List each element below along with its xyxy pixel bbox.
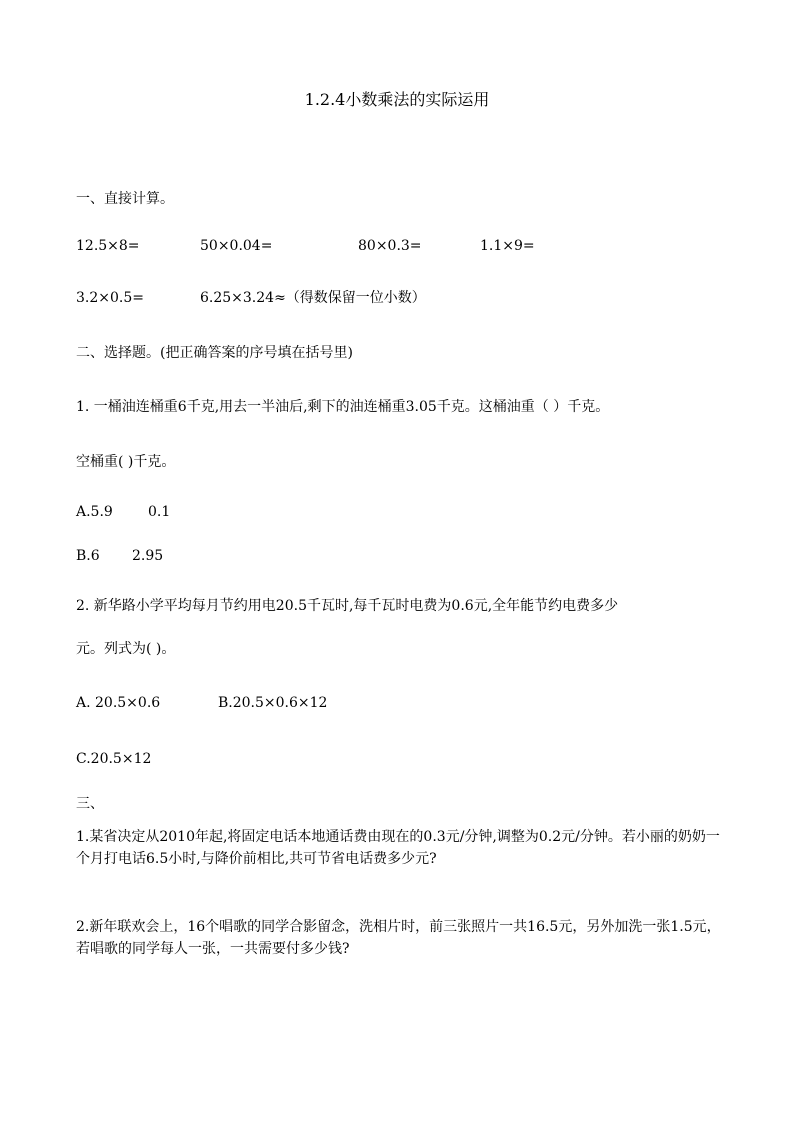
question-1-line-2: 空桶重( )千克。 — [76, 454, 176, 470]
section-2-heading: 二、选择题。(把正确答案的序号填在括号里) — [76, 345, 353, 361]
calc-item: 6.25×3.24≈（得数保留一位小数） — [200, 290, 426, 306]
word-problem-1: 1.某省决定从2010年起,将固定电话本地通话费由现在的0.3元/分钟,调整为0.2元/分钟。若小丽的奶奶一个月打电话6.5小时,与降价前相比,共可节省电话费多少元? — [76, 829, 720, 867]
option-a: A. 20.5×0.6 — [76, 695, 161, 711]
option-value: 2.95 — [132, 548, 164, 564]
option-b: B.20.5×0.6×12 — [218, 695, 328, 711]
calc-item: 3.2×0.5= — [76, 290, 144, 306]
calc-item: 1.1×9= — [480, 238, 535, 254]
word-problem-2: 2.新年联欢会上，16个唱歌的同学合影留念，洗相片时，前三张照片一共16.5元，另外加洗一张1.5元，若唱歌的同学每人一张，一共需要付多少钱? — [76, 919, 721, 957]
calc-item: 12.5×8= — [76, 238, 140, 254]
option-value: 0.1 — [148, 504, 171, 520]
option-label: A.5.9 — [76, 504, 113, 520]
question-2-line-2: 元。列式为( )。 — [76, 641, 176, 657]
calc-item: 50×0.04= — [200, 238, 273, 254]
question-2-option-c: C.20.5×12 — [76, 751, 152, 767]
section-3-heading: 三、 — [76, 796, 104, 812]
page-title: 1.2.4小数乘法的实际运用 — [304, 90, 490, 109]
section-1-heading: 一、直接计算。 — [76, 191, 174, 207]
option-label: B.6 — [76, 548, 100, 564]
question-2-line-1: 2. 新华路小学平均每月节约用电20.5千瓦时,每千瓦时电费为0.6元,全年能节约电费多少 — [76, 598, 619, 614]
calc-item: 80×0.3= — [358, 238, 422, 254]
question-1-line-1: 1. 一桶油连桶重6千克,用去一半油后,剩下的油连桶重3.05千克。这桶油重（ ）千克。 — [76, 399, 610, 415]
